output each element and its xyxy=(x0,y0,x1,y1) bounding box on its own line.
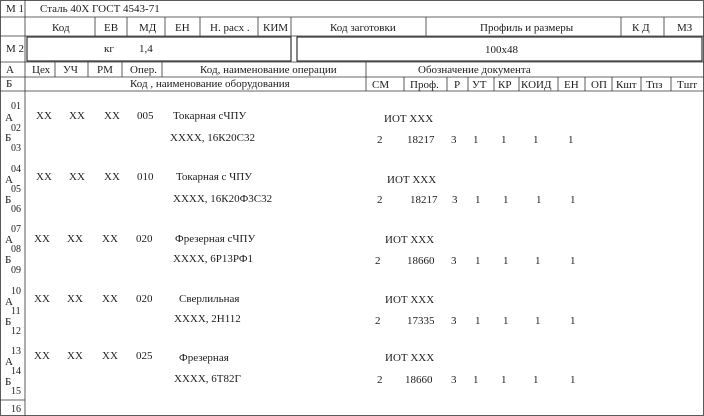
op-doc: ИОТ ХХХ xyxy=(385,352,435,364)
op-name: Сверлильная xyxy=(179,293,240,305)
header-cex: Цех xyxy=(32,64,51,76)
op-rm: ХХ xyxy=(104,110,120,122)
header-b-label: Б xyxy=(6,78,13,90)
header-kd: К Д xyxy=(632,22,650,34)
op-kr: 1 xyxy=(501,374,507,386)
op-ut: 1 xyxy=(473,134,479,146)
op-ut: 1 xyxy=(475,315,481,327)
op-uch: ХХ xyxy=(69,110,85,122)
op-rm: ХХ xyxy=(102,293,118,305)
op-name: Фрезерная xyxy=(179,352,229,364)
row-type-b: Б xyxy=(5,194,12,206)
material-text: Сталь 40Х ГОСТ 4543-71 xyxy=(40,3,160,15)
op-doc: ИОТ ХХХ xyxy=(384,113,434,125)
op-r: 3 xyxy=(451,255,457,267)
header-profile: Профиль и размеры xyxy=(480,22,574,34)
row-number: 09 xyxy=(11,265,21,276)
header-en: ЕН xyxy=(175,22,190,34)
op-name: Фрезерная сЧПУ xyxy=(175,233,256,245)
op-sm: 2 xyxy=(375,315,381,327)
op-doc: ИОТ ХХХ xyxy=(385,294,435,306)
op-r: 3 xyxy=(451,315,457,327)
row-type-b: Б xyxy=(5,254,12,266)
header-col-ut: УТ xyxy=(472,79,487,91)
header-a-label: А xyxy=(6,64,14,76)
row-type-a: А xyxy=(5,234,13,246)
row-type-a: А xyxy=(5,356,13,368)
op-uch: ХХ xyxy=(69,171,85,183)
row-number: 06 xyxy=(11,204,21,215)
header-doc: Обозначение документа xyxy=(418,64,531,76)
header-col-prof: Проф. xyxy=(410,79,439,91)
op-cex: ХХ xyxy=(36,110,52,122)
op-koid: 1 xyxy=(536,194,542,206)
header-col-kpcs: Кшт xyxy=(616,79,637,91)
op-ut: 1 xyxy=(473,374,479,386)
op-prof: 18217 xyxy=(407,134,435,146)
header-uch: УЧ xyxy=(63,64,78,76)
op-number: 020 xyxy=(136,233,153,245)
row-type-a: А xyxy=(5,296,13,308)
row-number: 14 xyxy=(11,366,21,377)
header-rm: РМ xyxy=(97,64,113,76)
op-equipment: ХХХХ, 6Т82Г xyxy=(174,373,241,385)
op-en: 1 xyxy=(570,315,576,327)
md-value: 1,4 xyxy=(139,43,153,55)
header-col-r: Р xyxy=(454,79,461,91)
op-cex: ХХ xyxy=(34,350,50,362)
row-number: 10 xyxy=(11,286,21,297)
op-kr: 1 xyxy=(503,255,509,267)
op-cex: ХХ xyxy=(34,233,50,245)
row-number: 11 xyxy=(11,306,21,317)
op-prof: 18217 xyxy=(410,194,438,206)
op-kr: 1 xyxy=(503,194,509,206)
op-sm: 2 xyxy=(375,255,381,267)
op-koid: 1 xyxy=(533,374,539,386)
op-uch: ХХ xyxy=(67,233,83,245)
header-oper: Опер. xyxy=(130,64,157,76)
header-col-en: ЕН xyxy=(564,79,579,91)
row-label-m2: М 2 xyxy=(6,43,25,55)
row-number: 04 xyxy=(11,164,21,175)
op-koid: 1 xyxy=(533,134,539,146)
header-md: МД xyxy=(139,22,157,34)
header-code: Код xyxy=(52,22,70,34)
op-prof: 17335 xyxy=(407,315,435,327)
header-oper-name: Код, наименование операции xyxy=(200,64,337,76)
header-col-koid: КОИД xyxy=(521,79,552,91)
op-en: 1 xyxy=(568,134,574,146)
op-rm: ХХ xyxy=(104,171,120,183)
op-kr: 1 xyxy=(503,315,509,327)
op-sm: 2 xyxy=(377,374,383,386)
op-kr: 1 xyxy=(501,134,507,146)
row-label-m1: М 1 xyxy=(6,3,25,15)
op-prof: 18660 xyxy=(405,374,433,386)
op-number: 020 xyxy=(136,293,153,305)
op-cex: ХХ xyxy=(36,171,52,183)
op-r: 3 xyxy=(451,374,457,386)
row-number: 05 xyxy=(11,184,21,195)
op-name: Токарная с ЧПУ xyxy=(176,171,253,183)
op-koid: 1 xyxy=(535,315,541,327)
row-number: 01 xyxy=(11,101,21,112)
row-number: 03 xyxy=(11,143,21,154)
op-r: 3 xyxy=(451,134,457,146)
header-col-kr: КР xyxy=(498,79,512,91)
header-equipment: Код , наименование оборудования xyxy=(130,78,290,90)
op-number: 005 xyxy=(137,110,154,122)
op-equipment: ХХХХ, 2Н112 xyxy=(174,313,241,325)
row-type-b: Б xyxy=(5,376,12,388)
op-uch: ХХ xyxy=(67,293,83,305)
op-uch: ХХ xyxy=(67,350,83,362)
row-number: 15 xyxy=(11,386,21,397)
row-type-b: Б xyxy=(5,132,12,144)
header-n-rash: Н. расх . xyxy=(210,22,250,34)
op-en: 1 xyxy=(570,374,576,386)
row-number: 13 xyxy=(11,346,21,357)
header-col-tsht: Тшт xyxy=(677,79,697,91)
op-prof: 18660 xyxy=(407,255,435,267)
header-kim: КИМ xyxy=(263,22,289,34)
row-number: 08 xyxy=(11,244,21,255)
op-r: 3 xyxy=(452,194,458,206)
header-col-op: ОП xyxy=(591,79,607,91)
header-ev: ЕВ xyxy=(104,22,119,34)
row-number: 16 xyxy=(11,404,21,415)
header-mz: МЗ xyxy=(677,22,693,34)
op-equipment: ХХХХ, 6Р13РФ1 xyxy=(173,253,254,265)
op-ut: 1 xyxy=(475,194,481,206)
op-ut: 1 xyxy=(475,255,481,267)
op-number: 025 xyxy=(136,350,153,362)
row-type-a: А xyxy=(5,174,13,186)
op-rm: ХХ xyxy=(102,350,118,362)
header-blank-code: Код заготовки xyxy=(330,22,396,34)
op-name: Токарная сЧПУ xyxy=(173,110,247,122)
op-en: 1 xyxy=(570,255,576,267)
row-number: 02 xyxy=(11,123,21,134)
op-doc: ИОТ ХХХ xyxy=(387,174,437,186)
op-cex: ХХ xyxy=(34,293,50,305)
row-number: 07 xyxy=(11,224,21,235)
op-en: 1 xyxy=(570,194,576,206)
op-sm: 2 xyxy=(377,194,383,206)
header-col-tpz: Тпз xyxy=(646,79,663,91)
op-equipment: ХХХХ, 16К20С32 xyxy=(170,132,255,144)
profile-value: 100х48 xyxy=(485,44,518,56)
op-koid: 1 xyxy=(535,255,541,267)
op-rm: ХХ xyxy=(102,233,118,245)
op-sm: 2 xyxy=(377,134,383,146)
op-equipment: ХХХХ, 16К20Ф3С32 xyxy=(173,193,273,205)
row-type-b: Б xyxy=(5,316,12,328)
op-number: 010 xyxy=(137,171,154,183)
header-col-sm: СМ xyxy=(372,79,390,91)
row-number: 12 xyxy=(11,326,21,337)
ev-value: кг xyxy=(104,43,114,55)
op-doc: ИОТ ХХХ xyxy=(385,234,435,246)
row-type-a: А xyxy=(5,112,13,124)
